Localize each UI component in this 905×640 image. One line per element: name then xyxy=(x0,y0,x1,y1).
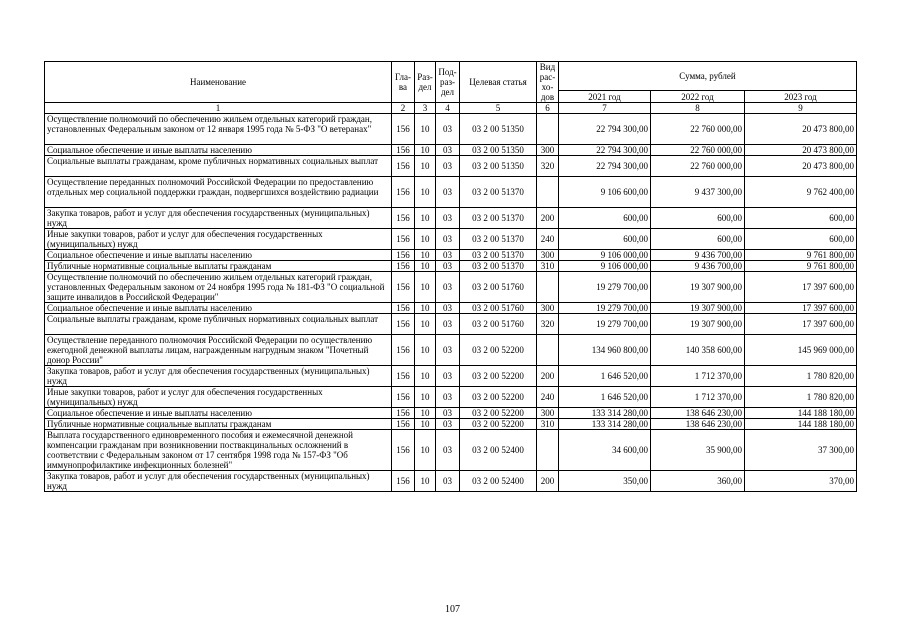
cell-podrazdel: 03 xyxy=(436,229,460,250)
cell-y2022: 140 358 600,00 xyxy=(651,335,745,366)
cell-vid xyxy=(537,335,559,366)
cell-y2022: 138 646 230,00 xyxy=(651,419,745,430)
header-name: Наименование xyxy=(45,62,392,103)
cell-glava: 156 xyxy=(392,145,415,156)
cell-y2021: 1 646 520,00 xyxy=(559,366,651,387)
col-number: 1 xyxy=(45,103,392,114)
cell-vid xyxy=(537,177,559,208)
cell-podrazdel: 03 xyxy=(436,261,460,272)
cell-razdel: 10 xyxy=(415,208,436,229)
table-row xyxy=(45,408,857,419)
cell-glava: 156 xyxy=(392,272,415,303)
cell-target: 03 2 00 51350 xyxy=(460,145,537,156)
cell-target: 03 2 00 51760 xyxy=(460,272,537,303)
cell-podrazdel: 03 xyxy=(436,177,460,208)
cell-y2023: 600,00 xyxy=(745,208,857,229)
cell-glava: 156 xyxy=(392,408,415,419)
cell-y2023: 20 473 800,00 xyxy=(745,114,857,145)
cell-y2022: 360,00 xyxy=(651,471,745,492)
cell-name: Социальное обеспечение и иные выплаты населению xyxy=(45,145,392,156)
cell-y2021: 9 106 600,00 xyxy=(559,177,651,208)
cell-target: 03 2 00 51350 xyxy=(460,156,537,177)
cell-razdel: 10 xyxy=(415,408,436,419)
cell-name: Закупка товаров, работ и услуг для обеспечения государственных (муниципальных) нужд xyxy=(45,208,392,229)
cell-y2021: 1 646 520,00 xyxy=(559,387,651,408)
cell-name: Публичные нормативные социальные выплаты гражданам xyxy=(45,419,392,430)
table-row xyxy=(45,471,857,492)
cell-target: 03 2 00 52200 xyxy=(460,366,537,387)
cell-y2022: 22 760 000,00 xyxy=(651,145,745,156)
table-row xyxy=(45,303,857,314)
cell-y2021: 134 960 800,00 xyxy=(559,335,651,366)
cell-y2022: 600,00 xyxy=(651,229,745,250)
cell-name: Выплата государственного единовременного пособия и ежемесячной денежной компенсации гражданам при возникновении поствакцинальных осложнений в соответствии с Федеральным законом от 17 сентября 1998 года № 157-ФЗ "Об иммунопрофилактике инфекционных болезней" xyxy=(45,430,392,471)
table-row xyxy=(45,250,857,261)
cell-vid: 200 xyxy=(537,208,559,229)
cell-y2023: 17 397 600,00 xyxy=(745,314,857,335)
cell-y2022: 1 712 370,00 xyxy=(651,387,745,408)
cell-razdel: 10 xyxy=(415,366,436,387)
cell-y2021: 22 794 300,00 xyxy=(559,145,651,156)
cell-y2022: 9 436 700,00 xyxy=(651,250,745,261)
header-target: Целевая статья xyxy=(460,62,537,103)
cell-y2021: 19 279 700,00 xyxy=(559,272,651,303)
cell-target: 03 2 00 51760 xyxy=(460,303,537,314)
table-row xyxy=(45,261,857,272)
cell-glava: 156 xyxy=(392,177,415,208)
cell-glava: 156 xyxy=(392,156,415,177)
cell-vid: 240 xyxy=(537,229,559,250)
table-row xyxy=(45,419,857,430)
cell-name: Социальные выплаты гражданам, кроме публичных нормативных социальных выплат xyxy=(45,314,392,335)
cell-glava: 156 xyxy=(392,114,415,145)
table-body xyxy=(45,103,857,492)
cell-razdel: 10 xyxy=(415,419,436,430)
cell-y2023: 144 188 180,00 xyxy=(745,419,857,430)
cell-vid: 240 xyxy=(537,387,559,408)
header-podrazdel: Под-раз-дел xyxy=(436,62,460,103)
table-row xyxy=(45,208,857,229)
table-row xyxy=(45,229,857,250)
col-number: 5 xyxy=(460,103,537,114)
cell-name: Осуществление полномочий по обеспечению жильем отдельных категорий граждан, установленных Федеральным законом от 12 января 1995 года № 5-ФЗ "О ветеранах" xyxy=(45,114,392,145)
cell-name: Иные закупки товаров, работ и услуг для обеспечения государственных (муниципальных) нужд xyxy=(45,387,392,408)
cell-y2023: 20 473 800,00 xyxy=(745,156,857,177)
cell-y2023: 37 300,00 xyxy=(745,430,857,471)
cell-target: 03 2 00 51760 xyxy=(460,314,537,335)
cell-razdel: 10 xyxy=(415,114,436,145)
cell-y2023: 9 762 400,00 xyxy=(745,177,857,208)
cell-podrazdel: 03 xyxy=(436,419,460,430)
cell-vid: 200 xyxy=(537,471,559,492)
cell-y2023: 20 473 800,00 xyxy=(745,145,857,156)
cell-glava: 156 xyxy=(392,419,415,430)
cell-target: 03 2 00 52200 xyxy=(460,335,537,366)
cell-y2023: 1 780 820,00 xyxy=(745,387,857,408)
cell-target: 03 2 00 52400 xyxy=(460,430,537,471)
table-row xyxy=(45,145,857,156)
cell-podrazdel: 03 xyxy=(436,145,460,156)
cell-podrazdel: 03 xyxy=(436,250,460,261)
cell-y2023: 1 780 820,00 xyxy=(745,366,857,387)
table-row xyxy=(45,387,857,408)
cell-name: Осуществление переданного полномочия Российской Федерации по осуществлению ежегодной денежной выплаты лицам, награжденным нагрудным знаком "Почетный донор России" xyxy=(45,335,392,366)
cell-razdel: 10 xyxy=(415,250,436,261)
table-row xyxy=(45,430,857,471)
cell-target: 03 2 00 52400 xyxy=(460,471,537,492)
cell-y2021: 19 279 700,00 xyxy=(559,314,651,335)
cell-y2021: 600,00 xyxy=(559,208,651,229)
cell-razdel: 10 xyxy=(415,303,436,314)
table-row xyxy=(45,366,857,387)
table-row xyxy=(45,335,857,366)
cell-target: 03 2 00 51370 xyxy=(460,261,537,272)
cell-name: Осуществление переданных полномочий Российской Федерации по предоставлению отдельных мер социальной поддержки граждан, подвергшихся воздействию радиации xyxy=(45,177,392,208)
cell-name: Социальное обеспечение и иные выплаты населению xyxy=(45,408,392,419)
cell-name: Осуществление полномочий по обеспечению жильем отдельных категорий граждан, установленных Федеральным законом от 24 ноября 1995 года № 181-ФЗ "О социальной защите инвалидов в Российской Федерации" xyxy=(45,272,392,303)
col-number: 6 xyxy=(537,103,559,114)
cell-y2022: 22 760 000,00 xyxy=(651,114,745,145)
cell-y2021: 133 314 280,00 xyxy=(559,419,651,430)
cell-y2022: 9 436 700,00 xyxy=(651,261,745,272)
cell-vid: 310 xyxy=(537,261,559,272)
cell-glava: 156 xyxy=(392,430,415,471)
cell-vid xyxy=(537,430,559,471)
cell-name: Закупка товаров, работ и услуг для обеспечения государственных (муниципальных) нужд xyxy=(45,366,392,387)
cell-glava: 156 xyxy=(392,208,415,229)
header-2022: 2022 год xyxy=(651,91,745,103)
cell-razdel: 10 xyxy=(415,430,436,471)
cell-y2022: 19 307 900,00 xyxy=(651,272,745,303)
cell-name: Социальное обеспечение и иные выплаты населению xyxy=(45,250,392,261)
cell-podrazdel: 03 xyxy=(436,156,460,177)
cell-y2023: 370,00 xyxy=(745,471,857,492)
col-number: 7 xyxy=(559,103,651,114)
cell-name: Закупка товаров, работ и услуг для обеспечения государственных (муниципальных) нужд xyxy=(45,471,392,492)
cell-name: Публичные нормативные социальные выплаты гражданам xyxy=(45,261,392,272)
cell-razdel: 10 xyxy=(415,145,436,156)
cell-y2021: 22 794 300,00 xyxy=(559,156,651,177)
cell-target: 03 2 00 51370 xyxy=(460,229,537,250)
cell-y2023: 9 761 800,00 xyxy=(745,261,857,272)
cell-y2023: 145 969 000,00 xyxy=(745,335,857,366)
cell-y2023: 144 188 180,00 xyxy=(745,408,857,419)
page-number: 107 xyxy=(445,604,460,615)
cell-y2021: 34 600,00 xyxy=(559,430,651,471)
cell-razdel: 10 xyxy=(415,229,436,250)
cell-y2023: 17 397 600,00 xyxy=(745,272,857,303)
cell-podrazdel: 03 xyxy=(436,408,460,419)
cell-y2021: 19 279 700,00 xyxy=(559,303,651,314)
table-row xyxy=(45,156,857,177)
cell-target: 03 2 00 52200 xyxy=(460,387,537,408)
cell-y2022: 600,00 xyxy=(651,208,745,229)
cell-y2021: 600,00 xyxy=(559,229,651,250)
cell-y2022: 19 307 900,00 xyxy=(651,303,745,314)
cell-razdel: 10 xyxy=(415,335,436,366)
cell-razdel: 10 xyxy=(415,387,436,408)
cell-razdel: 10 xyxy=(415,177,436,208)
cell-y2021: 133 314 280,00 xyxy=(559,408,651,419)
cell-vid: 300 xyxy=(537,250,559,261)
header-2021: 2021 год xyxy=(559,91,651,103)
cell-y2021: 9 106 000,00 xyxy=(559,250,651,261)
cell-y2022: 35 900,00 xyxy=(651,430,745,471)
cell-podrazdel: 03 xyxy=(436,430,460,471)
col-number: 2 xyxy=(392,103,415,114)
cell-name: Социальные выплаты гражданам, кроме публичных нормативных социальных выплат xyxy=(45,156,392,177)
cell-podrazdel: 03 xyxy=(436,366,460,387)
cell-target: 03 2 00 51370 xyxy=(460,177,537,208)
cell-y2023: 600,00 xyxy=(745,229,857,250)
col-number: 9 xyxy=(745,103,857,114)
cell-y2021: 350,00 xyxy=(559,471,651,492)
cell-glava: 156 xyxy=(392,261,415,272)
cell-razdel: 10 xyxy=(415,261,436,272)
header-sum: Сумма, рублей xyxy=(559,62,857,91)
cell-podrazdel: 03 xyxy=(436,208,460,229)
cell-target: 03 2 00 51350 xyxy=(460,114,537,145)
budget-table xyxy=(44,61,857,492)
cell-y2023: 17 397 600,00 xyxy=(745,303,857,314)
cell-target: 03 2 00 52200 xyxy=(460,419,537,430)
cell-glava: 156 xyxy=(392,366,415,387)
header-2023: 2023 год xyxy=(745,91,857,103)
cell-vid xyxy=(537,114,559,145)
cell-name: Социальное обеспечение и иные выплаты населению xyxy=(45,303,392,314)
header-razdel: Раз-дел xyxy=(415,62,436,103)
table-row xyxy=(45,177,857,208)
cell-name: Иные закупки товаров, работ и услуг для обеспечения государственных (муниципальных) нужд xyxy=(45,229,392,250)
table-row xyxy=(45,272,857,303)
cell-vid: 300 xyxy=(537,408,559,419)
cell-glava: 156 xyxy=(392,250,415,261)
cell-razdel: 10 xyxy=(415,314,436,335)
cell-target: 03 2 00 52200 xyxy=(460,408,537,419)
column-numbers-row xyxy=(45,103,857,114)
cell-podrazdel: 03 xyxy=(436,387,460,408)
header-glava: Гла-ва xyxy=(392,62,415,103)
cell-glava: 156 xyxy=(392,335,415,366)
cell-vid: 320 xyxy=(537,314,559,335)
cell-podrazdel: 03 xyxy=(436,272,460,303)
cell-podrazdel: 03 xyxy=(436,335,460,366)
cell-podrazdel: 03 xyxy=(436,314,460,335)
cell-razdel: 10 xyxy=(415,272,436,303)
cell-podrazdel: 03 xyxy=(436,471,460,492)
cell-razdel: 10 xyxy=(415,156,436,177)
cell-glava: 156 xyxy=(392,314,415,335)
cell-vid: 300 xyxy=(537,145,559,156)
cell-podrazdel: 03 xyxy=(436,114,460,145)
header-vid: Вид рас-хо-дов xyxy=(537,62,559,103)
cell-y2021: 9 106 000,00 xyxy=(559,261,651,272)
cell-y2021: 22 794 300,00 xyxy=(559,114,651,145)
col-number: 3 xyxy=(415,103,436,114)
table-row xyxy=(45,114,857,145)
cell-glava: 156 xyxy=(392,471,415,492)
cell-y2022: 22 760 000,00 xyxy=(651,156,745,177)
cell-target: 03 2 00 51370 xyxy=(460,250,537,261)
cell-y2022: 9 437 300,00 xyxy=(651,177,745,208)
cell-vid: 200 xyxy=(537,366,559,387)
cell-vid xyxy=(537,272,559,303)
table-row xyxy=(45,314,857,335)
col-number: 4 xyxy=(436,103,460,114)
cell-glava: 156 xyxy=(392,387,415,408)
cell-y2022: 138 646 230,00 xyxy=(651,408,745,419)
cell-y2022: 19 307 900,00 xyxy=(651,314,745,335)
cell-glava: 156 xyxy=(392,229,415,250)
cell-podrazdel: 03 xyxy=(436,303,460,314)
cell-vid: 320 xyxy=(537,156,559,177)
cell-y2023: 9 761 800,00 xyxy=(745,250,857,261)
cell-razdel: 10 xyxy=(415,471,436,492)
cell-glava: 156 xyxy=(392,303,415,314)
cell-vid: 310 xyxy=(537,419,559,430)
cell-y2022: 1 712 370,00 xyxy=(651,366,745,387)
cell-target: 03 2 00 51370 xyxy=(460,208,537,229)
col-number: 8 xyxy=(651,103,745,114)
cell-vid: 300 xyxy=(537,303,559,314)
